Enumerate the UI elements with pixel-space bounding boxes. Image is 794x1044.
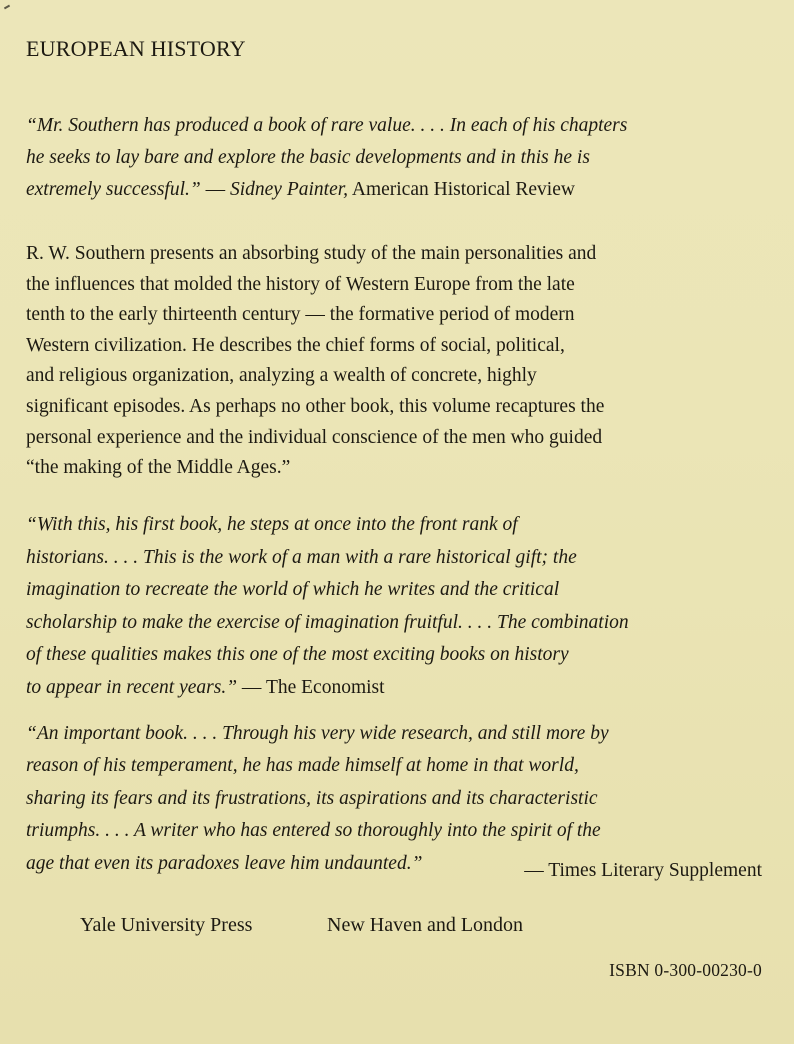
- attribution-source: — Times Literary Supplement: [524, 860, 762, 881]
- quote-line-text: extremely successful.”: [26, 179, 201, 201]
- quote-line-final: extremely successful.” — Sidney Painter, American Historical Review: [26, 179, 575, 201]
- publisher-place: New Haven and London: [327, 914, 524, 936]
- isbn: ISBN 0-300-00230-0: [609, 960, 762, 980]
- quote-line: of these qualities makes this one of the most exciting books on history: [26, 644, 569, 666]
- attribution-source: — The Economist: [241, 676, 385, 698]
- description-line: tenth to the early thirteenth century — the formative period of modern: [26, 304, 575, 326]
- quote-line: “With this, his first book, he steps at once into the front rank of: [26, 514, 518, 535]
- scan-mark: [4, 5, 10, 10]
- description-line: Western civilization. He describes the chief forms of social, political,: [26, 334, 565, 356]
- attribution-source: American Historical Review: [351, 179, 575, 201]
- quote-line: scholarship to make the exercise of imagination fruitful. . . . The combination: [26, 611, 629, 633]
- attribution-person: Sidney Painter,: [229, 179, 349, 201]
- quote-line: sharing its fears and its frustrations, its aspirations and its characteristic: [26, 787, 598, 809]
- description-line: significant episodes. As perhaps no other book, this volume recaptures the: [26, 395, 605, 417]
- quote-line: he seeks to lay bare and explore the basic developments and in this he is: [26, 147, 590, 169]
- quote-line: triumphs. . . . A writer who has entered so thoroughly into the spirit of the: [26, 820, 601, 842]
- category-label: EUROPEAN HISTORY: [26, 36, 246, 61]
- description-line: R. W. Southern presents an absorbing study of the main personalities and: [26, 243, 597, 264]
- quote-line: historians. . . . This is the work of a man with a rare historical gift; the: [26, 546, 577, 568]
- quote-line: reason of his temperament, he has made himself at home in that world,: [26, 755, 579, 777]
- review-quote-tls: [26, 718, 778, 880]
- quote-line-final: [26, 672, 778, 705]
- quote-line-text: to appear in recent years.”: [26, 676, 238, 698]
- description-line: personal experience and the individual conscience of the men who guided: [26, 426, 603, 448]
- quote-line: imagination to recreate the world of which he writes and the critical: [26, 579, 560, 601]
- review-quote-painter: [26, 110, 778, 207]
- publisher-name: Yale University Press: [80, 914, 253, 936]
- quote-line: “An important book. . . . Through his very wide research, and still more by: [26, 723, 609, 744]
- description-line: and religious organization, analyzing a wealth of concrete, highly: [26, 365, 537, 387]
- review-quote-economist: [26, 509, 778, 705]
- description-line: the influences that molded the history of Western Europe from the late: [26, 273, 575, 295]
- description-line: “the making of the Middle Ages.”: [26, 457, 291, 479]
- book-description: [26, 239, 778, 484]
- quote-line: age that even its paradoxes leave him undaunted.”: [26, 852, 423, 874]
- quote-line: “Mr. Southern has produced a book of rare value. . . . In each of his chapters: [26, 115, 628, 136]
